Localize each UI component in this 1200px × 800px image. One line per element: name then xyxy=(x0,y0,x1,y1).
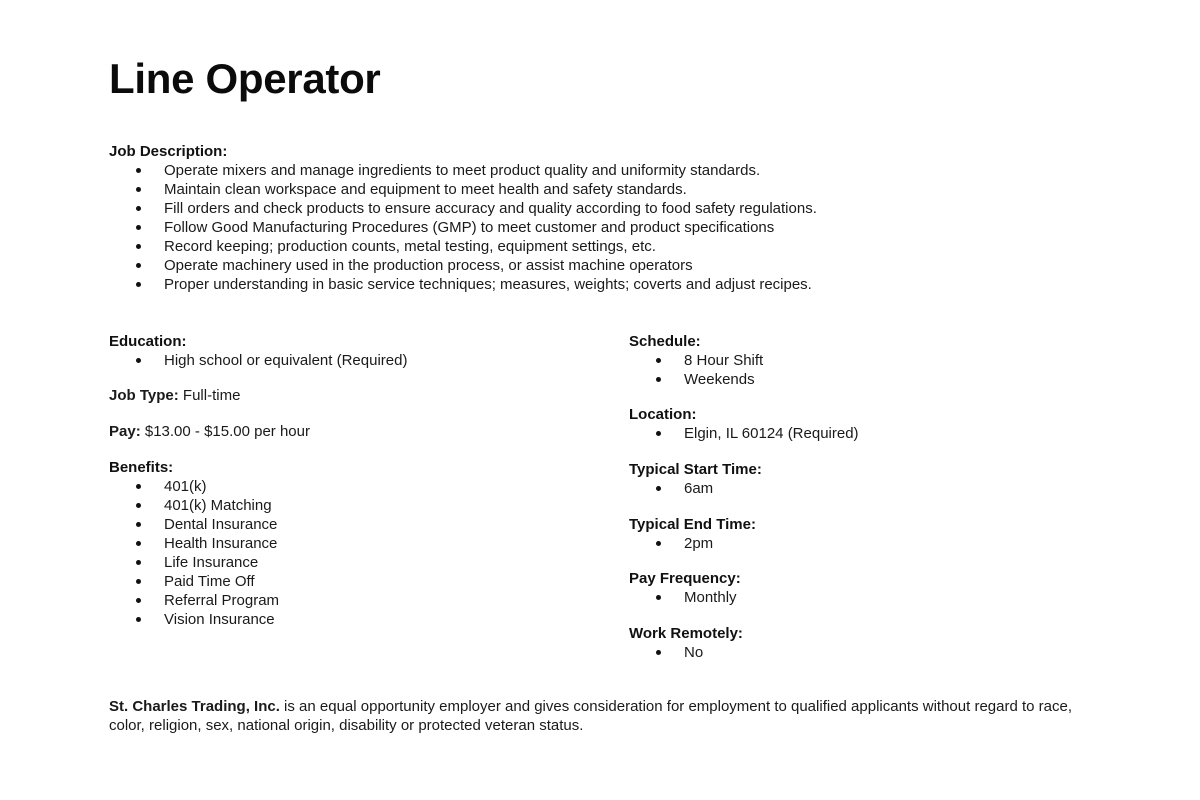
pay-label: Pay: xyxy=(109,423,141,440)
bullet-icon xyxy=(656,595,661,600)
list-item: Vision Insurance xyxy=(109,610,279,629)
job-description-label: Job Description: xyxy=(109,143,228,160)
list-item: Record keeping; production counts, metal testing, equipment settings, etc. xyxy=(109,237,817,256)
bullet-icon xyxy=(136,579,141,584)
bullet-icon xyxy=(136,187,141,192)
schedule-label: Schedule: xyxy=(629,333,701,350)
list-item: Health Insurance xyxy=(109,534,279,553)
list-item: 6am xyxy=(629,479,762,498)
bullet-icon xyxy=(656,358,661,363)
bullet-icon xyxy=(136,541,141,546)
bullet-icon xyxy=(656,486,661,491)
list-item: 401(k) xyxy=(109,477,279,496)
list-item: 8 Hour Shift xyxy=(629,351,763,370)
list-item: No xyxy=(629,643,743,662)
bullet-icon xyxy=(656,541,661,546)
list-item: Life Insurance xyxy=(109,553,279,572)
eeo-text: is an equal opportunity employer and gives consideration for employment to qualified applicants without regard to race, color, religion, sex, national origin, disability or protected veteran status. xyxy=(109,698,1072,734)
list-item: Monthly xyxy=(629,588,741,607)
pay-value: $13.00 - $15.00 per hour xyxy=(144,423,310,440)
list-item: Elgin, IL 60124 (Required) xyxy=(629,424,859,443)
job-description-list xyxy=(109,161,817,294)
list-item: 2pm xyxy=(629,534,756,553)
company-name: St. Charles Trading, Inc. xyxy=(109,698,280,715)
bullet-icon xyxy=(136,503,141,508)
bullet-icon xyxy=(656,377,661,382)
work-remotely-section xyxy=(629,624,743,662)
pay-frequency-section xyxy=(629,569,741,607)
list-item: High school or equivalent (Required) xyxy=(109,351,407,370)
list-item: Follow Good Manufacturing Procedures (GMP) to meet customer and product specifications xyxy=(109,218,817,237)
benefits-section xyxy=(109,458,279,629)
bullet-icon xyxy=(136,560,141,565)
list-item: Proper understanding in basic service techniques; measures, weights; coverts and adjust recipes. xyxy=(109,275,817,294)
bullet-icon xyxy=(136,244,141,249)
bullet-icon xyxy=(136,168,141,173)
benefits-list xyxy=(109,477,279,629)
schedule-section xyxy=(629,332,763,389)
end-time-list xyxy=(629,534,756,553)
job-type-line xyxy=(109,386,240,405)
education-list xyxy=(109,351,407,370)
list-item: Fill orders and check products to ensure accuracy and quality according to food safety regulations. xyxy=(109,199,817,218)
job-type-value: Full-time xyxy=(182,387,241,404)
pay-frequency-label: Pay Frequency: xyxy=(629,570,741,587)
bullet-icon xyxy=(136,522,141,527)
bullet-icon xyxy=(656,650,661,655)
end-time-label: Typical End Time: xyxy=(629,516,756,533)
list-item: Weekends xyxy=(629,370,763,389)
list-item: Paid Time Off xyxy=(109,572,279,591)
bullet-icon xyxy=(136,484,141,489)
list-item: Operate mixers and manage ingredients to meet product quality and uniformity standards. xyxy=(109,161,817,180)
eeo-statement xyxy=(109,697,1099,735)
bullet-icon xyxy=(136,206,141,211)
education-section xyxy=(109,332,407,370)
bullet-icon xyxy=(136,598,141,603)
list-item: Operate machinery used in the production process, or assist machine operators xyxy=(109,256,817,275)
bullet-icon xyxy=(656,431,661,436)
page-title: Line Operator xyxy=(109,55,381,102)
bullet-icon xyxy=(136,282,141,287)
list-item: Dental Insurance xyxy=(109,515,279,534)
pay-frequency-list xyxy=(629,588,741,607)
work-remotely-label: Work Remotely: xyxy=(629,625,743,642)
job-type-label: Job Type: xyxy=(109,387,179,404)
education-label: Education: xyxy=(109,333,187,350)
list-item: Referral Program xyxy=(109,591,279,610)
job-description-section xyxy=(109,142,817,294)
work-remotely-list xyxy=(629,643,743,662)
location-list xyxy=(629,424,859,443)
bullet-icon xyxy=(136,617,141,622)
benefits-label: Benefits: xyxy=(109,459,174,476)
list-item: 401(k) Matching xyxy=(109,496,279,515)
list-item: Maintain clean workspace and equipment to meet health and safety standards. xyxy=(109,180,817,199)
bullet-icon xyxy=(136,225,141,230)
bullet-icon xyxy=(136,358,141,363)
location-label: Location: xyxy=(629,406,697,423)
pay-line xyxy=(109,422,310,441)
location-section xyxy=(629,405,859,443)
end-time-section xyxy=(629,515,756,553)
start-time-label: Typical Start Time: xyxy=(629,461,762,478)
bullet-icon xyxy=(136,263,141,268)
start-time-section xyxy=(629,460,762,498)
schedule-list xyxy=(629,351,763,389)
start-time-list xyxy=(629,479,762,498)
